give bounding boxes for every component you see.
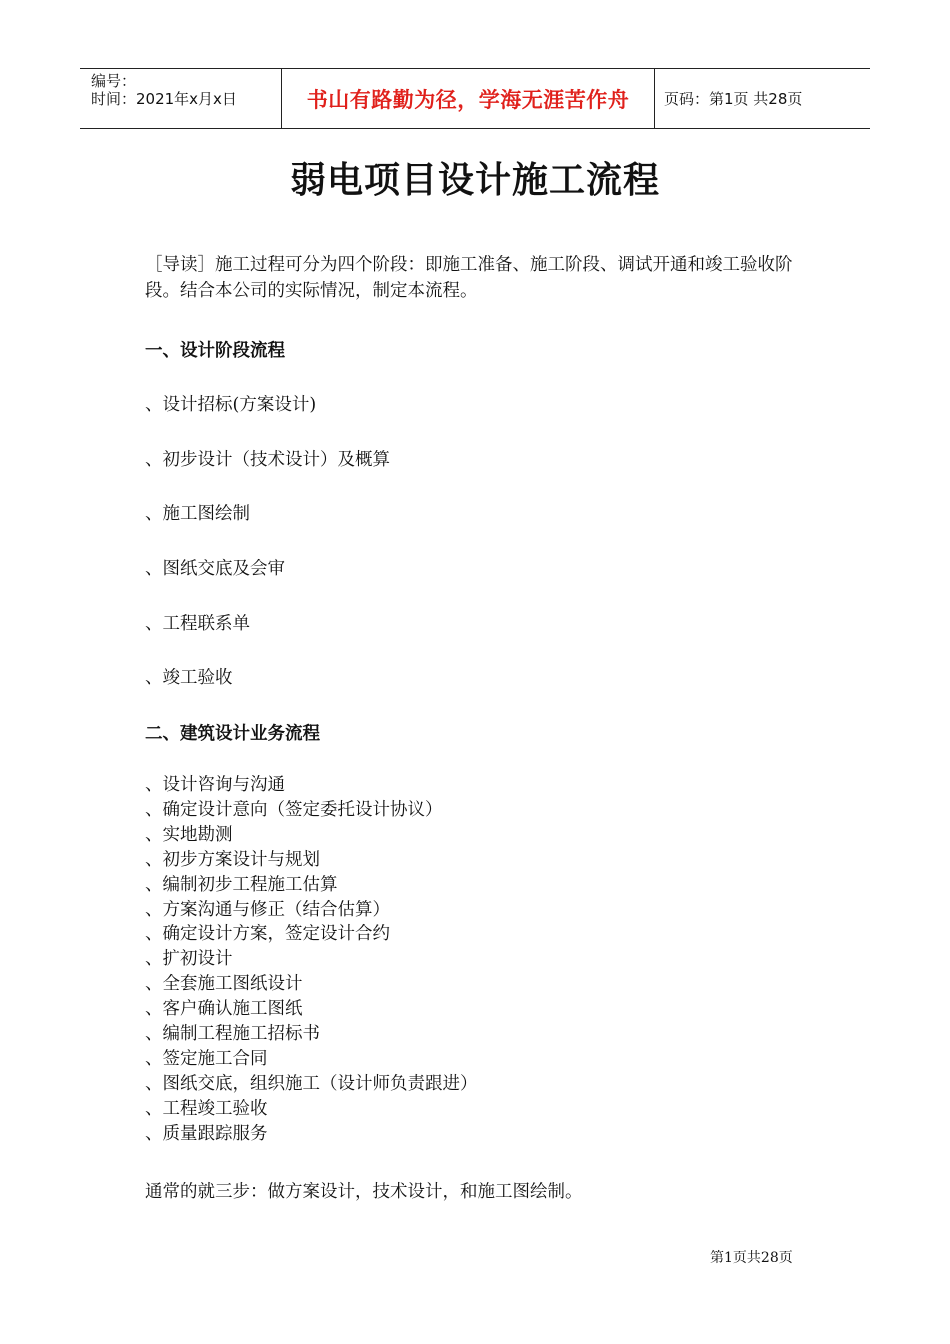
number-label: 编号： [91,72,137,90]
list-item: 、初步方案设计与规划 [145,849,320,870]
section1-item: 、施工图绘制 [145,504,250,524]
list-item: 、实地勘测 [145,824,233,845]
list-item: 、确定设计方案，签定设计合约 [145,924,390,945]
section1-item: 、图纸交底及会审 [145,559,285,579]
date-label: 时间：2021年x月x日 [91,90,237,108]
list-item: 、图纸交底，组织施工（设计师负责跟进） [145,1073,478,1094]
list-item: 、编制初步工程施工估算 [145,874,338,895]
list-item: 、质量跟踪服务 [145,1123,268,1144]
list-item: 、扩初设计 [145,949,233,970]
closing-paragraph: 通常的就三步：做方案设计，技术设计，和施工图绘制。 [145,1182,583,1202]
section1-item: 、竣工验收 [145,668,233,688]
document-header [80,68,870,129]
list-item: 、工程竣工验收 [145,1098,268,1119]
section1-item: 、初步设计（技术设计）及概算 [145,450,390,470]
header-meta [80,69,282,128]
header-motto-cell [282,69,655,128]
section2-list [145,773,478,1147]
list-item: 、确定设计意向（签定委托设计协议） [145,799,443,820]
list-item: 、签定施工合同 [145,1048,268,1069]
header-page-info: 页码：第1页 共28页 [664,90,803,108]
page-footer: 第1页共28页 [710,1250,793,1266]
page-title: 弱电项目设计施工流程 [289,159,660,201]
section1-item: 、设计招标(方案设计) [145,395,317,415]
list-item: 、全套施工图纸设计 [145,974,303,995]
section1-heading: 一、设计阶段流程 [145,341,285,361]
motto-text: 书山有路勤为径，学海无涯苦作舟 [306,87,630,112]
intro-block [145,252,825,304]
list-item: 、编制工程施工招标书 [145,1024,320,1045]
list-item: 、方案沟通与修正（结合估算） [145,899,390,920]
intro-paragraph: ［导读］施工过程可分为四个阶段：即施工准备、施工阶段、调试开通和竣工验收阶段。结合本公司的实际情况，制定本流程。 [145,255,793,301]
list-item: 、客户确认施工图纸 [145,999,303,1020]
list-item: 、设计咨询与沟通 [145,775,285,795]
section1-item: 、工程联系单 [145,614,250,634]
section2-heading: 二、建筑设计业务流程 [145,724,320,744]
